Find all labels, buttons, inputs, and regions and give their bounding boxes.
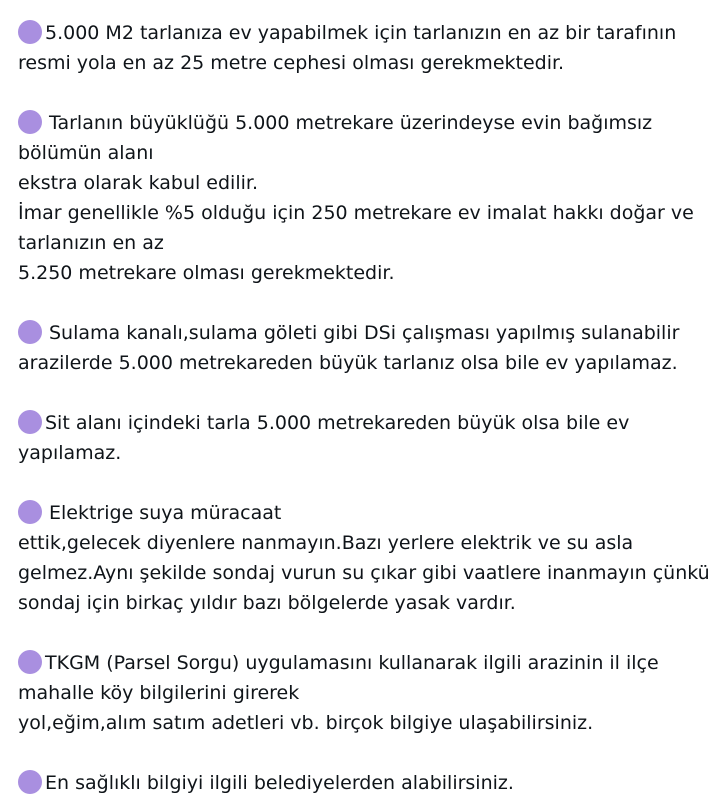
text-line [18,498,723,528]
paragraph-municipality [18,768,723,798]
line-text: Sulama kanalı,sulama göleti gibi DSi çalışması yapılmış sulanabilir [49,322,680,344]
purple-circle-icon [18,410,42,434]
text-line [18,408,723,438]
text-line: bölümün alanı [18,142,154,164]
text-line: gelmez.Aynı şekilde sondaj vurun su çıkar gibi vaatlere inanmayın çünkü [18,562,710,584]
text-line: mahalle köy bilgilerini girerek [18,682,300,704]
text-line [18,768,723,798]
text-line [18,318,723,348]
line-text: TKGM (Parsel Sorgu) uygulamasını kullanarak ilgili arazinin il ilçe [45,652,659,674]
text-line: arazilerde 5.000 metrekareden büyük tarlanız olsa bile ev yapılamaz. [18,352,678,374]
line-text: Sit alanı içindeki tarla 5.000 metrekareden büyük olsa bile ev [45,412,630,434]
text-line: resmi yola en az 25 metre cephesi olması gerekmektedir. [18,52,565,74]
text-line [18,108,723,138]
purple-circle-icon [18,770,42,794]
paragraph-protected-area [18,408,723,468]
paragraph-road-frontage [18,18,723,78]
text-line: tarlanızın en az [18,232,164,254]
text-line [18,648,723,678]
text-line: ekstra olarak kabul edilir. [18,172,259,194]
paragraph-utilities [18,498,723,618]
purple-circle-icon [18,650,42,674]
line-text: Elektrige suya müracaat [49,502,282,524]
line-text: 5.000 M2 tarlanıza ev yapabilmek için tarlanızın en az bir tarafının [45,22,677,44]
text-line: yapılamaz. [18,442,122,464]
paragraph-irrigation [18,318,723,378]
paragraph-building-rights [18,108,723,288]
line-text: En sağlıklı bilgiyi ilgili belediyelerden alabilirsiniz. [45,772,514,794]
line-text: Tarlanın büyüklüğü 5.000 metrekare üzerindeyse evin bağımsız [49,112,653,134]
text-line: yol,eğim,alım satım adetleri vb. birçok bilgiye ulaşabilirsiniz. [18,712,594,734]
text-line [18,18,723,48]
text-line: İmar genellikle %5 olduğu için 250 metrekare ev imalat hakkı doğar ve [18,202,694,224]
text-line: 5.250 metrekare olması gerekmektedir. [18,262,395,284]
text-line: ettik,gelecek diyenlere nanmayın.Bazı yerlere elektrik ve su asla [18,532,634,554]
text-line: sondaj için birkaç yıldır bazı bölgelerde yasak vardır. [18,592,516,614]
purple-circle-icon [18,110,42,134]
purple-circle-icon [18,320,42,344]
paragraph-tkgm [18,648,723,738]
purple-circle-icon [18,20,42,44]
purple-circle-icon [18,500,42,524]
